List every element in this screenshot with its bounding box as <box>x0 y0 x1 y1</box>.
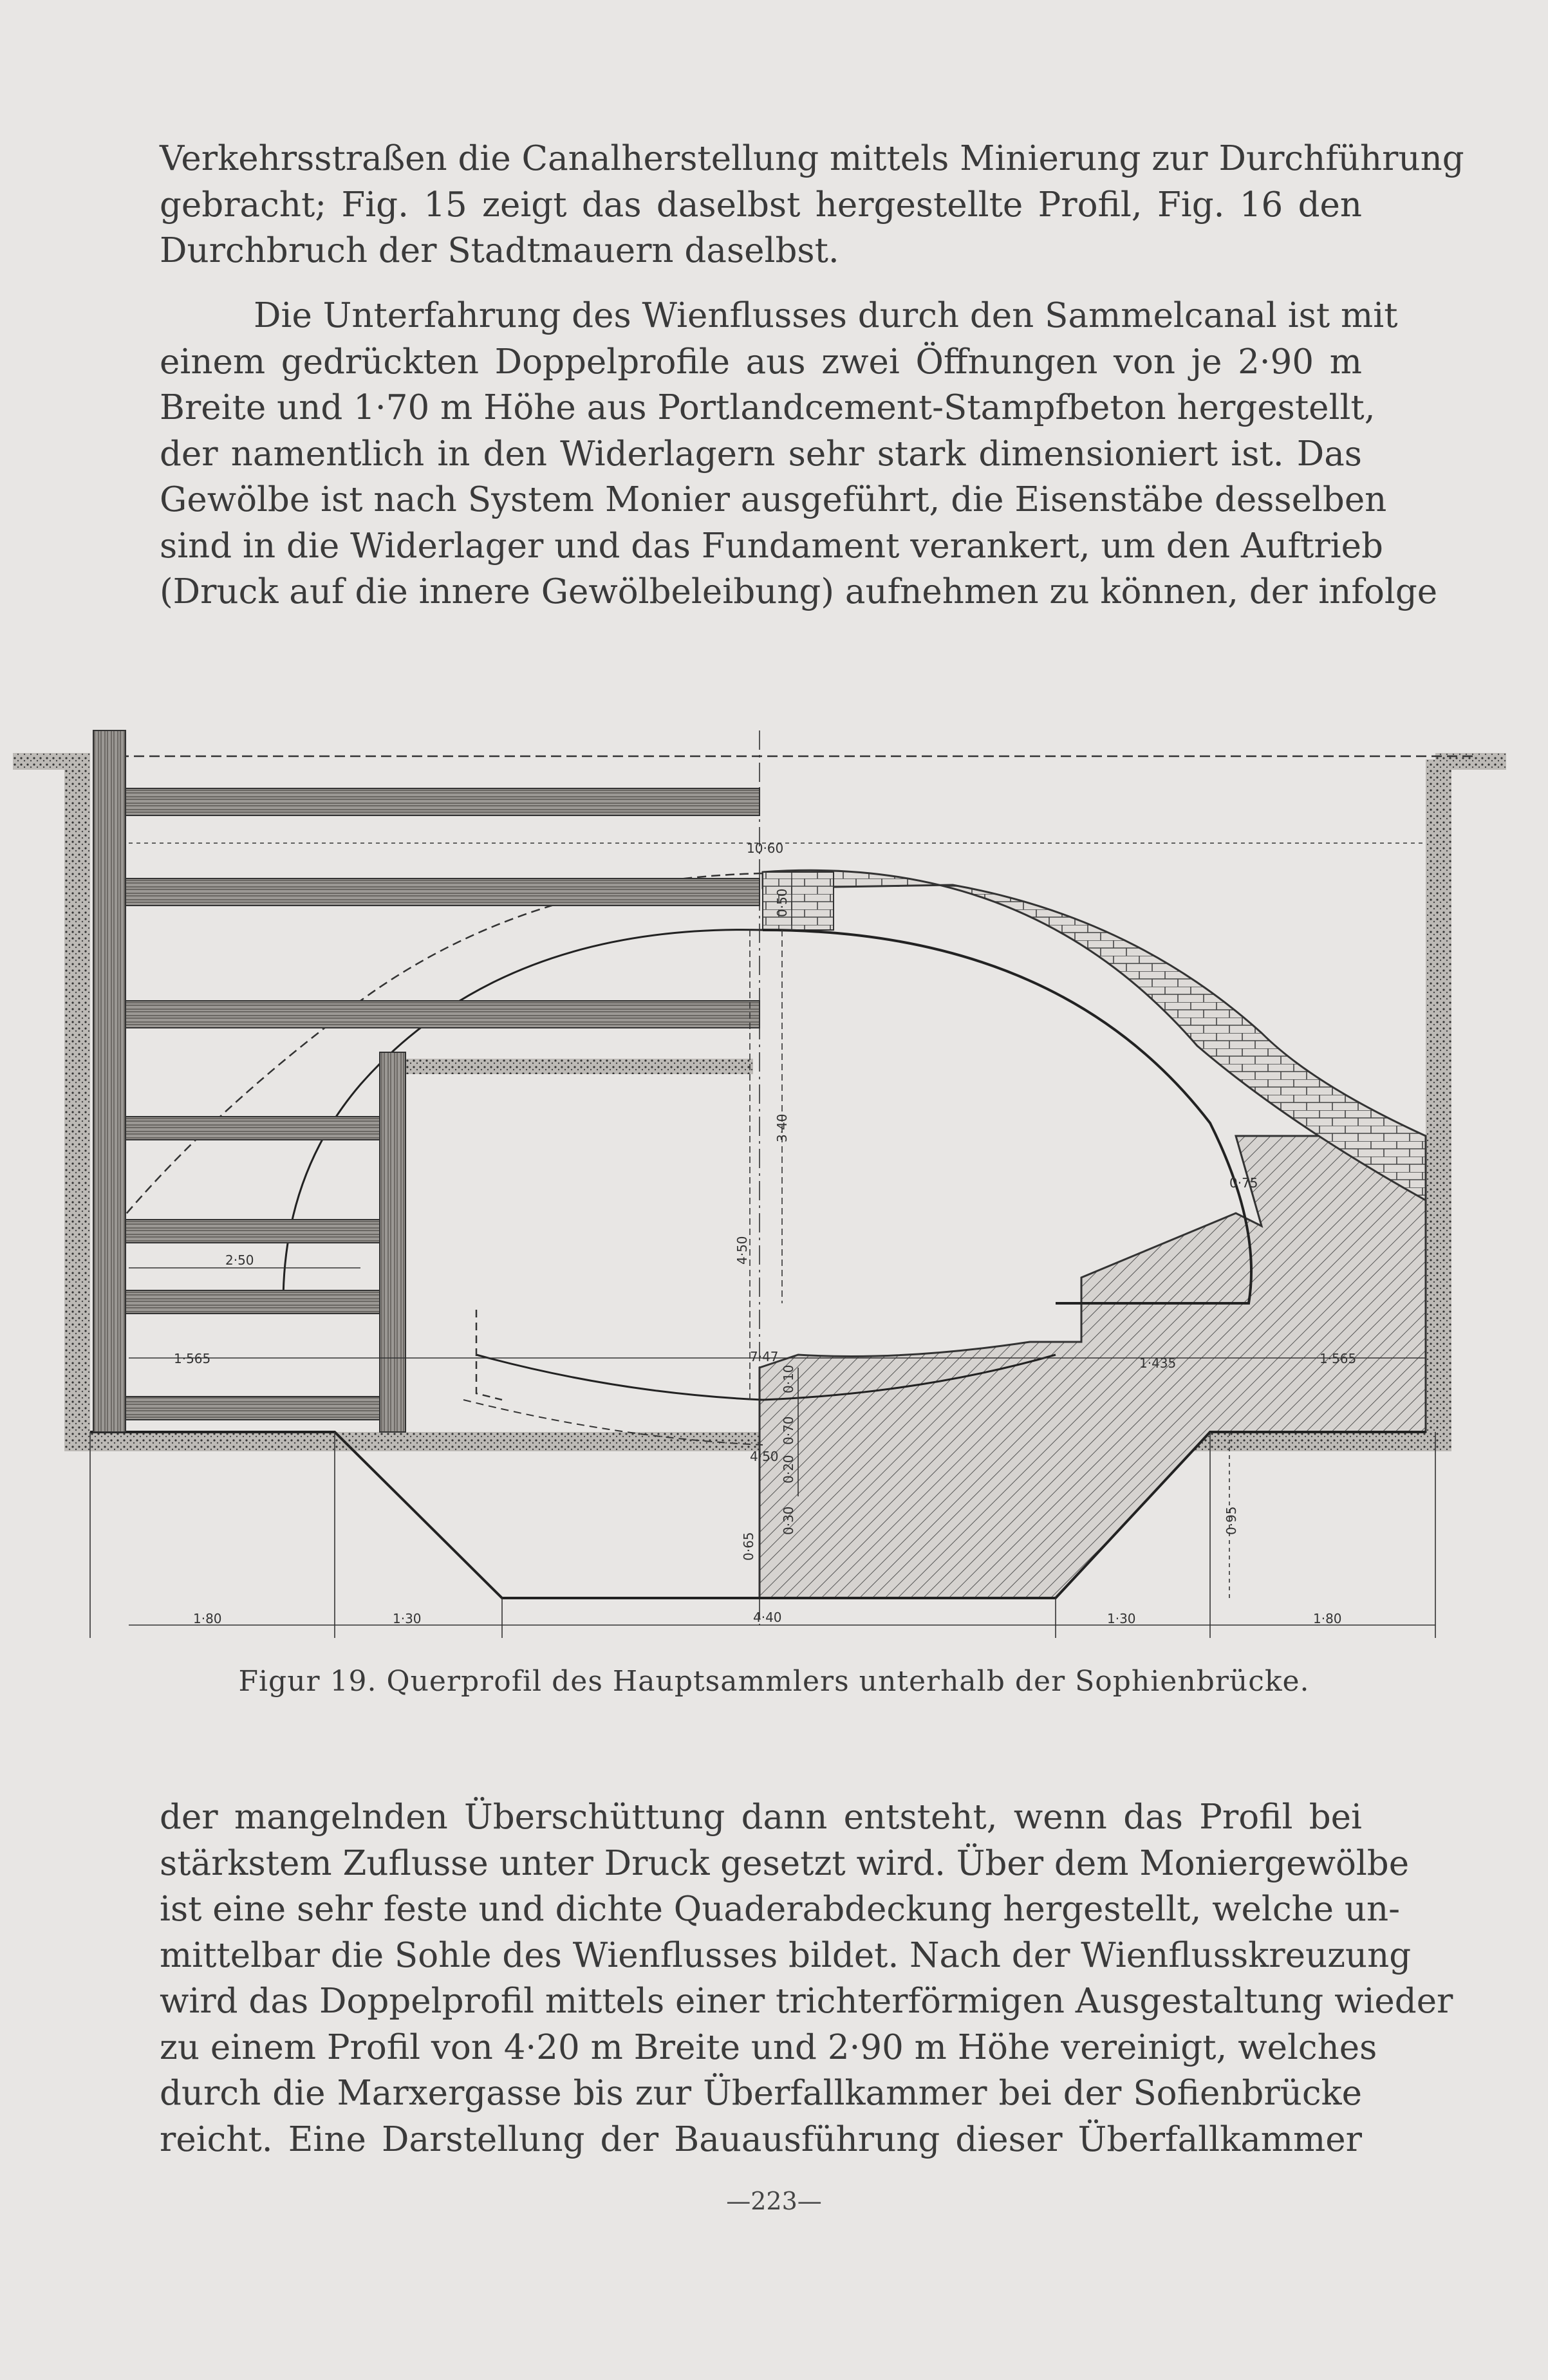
figure-caption: Figur 19. Querprofil des Hauptsammlers unterhalb der Sophienbrücke. <box>238 1665 1310 1698</box>
shoring-struts <box>126 788 760 1420</box>
dim-depth: 0·65 <box>741 1532 756 1561</box>
dim-inner-bottom: 0·30 <box>781 1506 796 1535</box>
text-line: der namentlich in den Widerlagern sehr stark dimensioniert ist. Das <box>160 434 1362 474</box>
text-line: der mangelnden Überschüttung dann entsteht, wenn das Profil bei <box>160 1798 1362 1837</box>
paragraph-main <box>160 293 1438 615</box>
text-line: Durchbruch der Stadtmauern daselbst. <box>160 231 839 270</box>
concrete-foundation <box>760 1136 1426 1598</box>
paragraph-bottom <box>160 1794 1453 2162</box>
dim-base-left-inner: 1·30 <box>393 1611 422 1626</box>
dim-base-left-outer: 1·80 <box>193 1611 222 1626</box>
paragraph-top <box>160 136 1464 274</box>
dim-base-width: 4·40 <box>753 1610 782 1625</box>
text-line: Die Unterfahrung des Wienflusses durch den Sammelcanal ist mit <box>254 296 1398 335</box>
text-line: ist eine sehr feste und dichte Quaderabdeckung hergestellt, welche un- <box>160 1890 1401 1929</box>
text-line: zu einem Profil von 4·20 m Breite und 2·90 m Höhe vereinigt, welches <box>160 2027 1377 2067</box>
dim-abutment: 0·75 <box>1229 1175 1258 1191</box>
text-line: stärkstem Zuflusse unter Druck gesetzt wird. Über dem Moniergewölbe <box>160 1843 1410 1883</box>
dim-joint-a: 0·10 <box>781 1364 796 1393</box>
dim-inner-width: 4·50 <box>750 1449 779 1464</box>
dim-joint-c: 0·20 <box>781 1455 796 1483</box>
keystone-block <box>763 872 834 930</box>
text-line: mittelbar die Sohle des Wienflusses bildet. Nach der Wienflusskreuzung <box>160 1935 1412 1975</box>
cross-section-figure <box>0 724 1548 1644</box>
text-line: Gewölbe ist nach System Monier ausgeführt, die Eisenstäbe desselben <box>160 480 1387 519</box>
dashed-arch <box>116 873 763 1226</box>
dim-rise: 3·40 <box>774 1113 790 1142</box>
text-line: Breite und 1·70 m Höhe aus Portlandcement-Stampfbeton hergestellt, <box>160 388 1375 427</box>
dim-right-step: 0·95 <box>1224 1506 1239 1535</box>
shoring-posts <box>93 730 406 1432</box>
dim-offset-left: 1·565 <box>174 1351 211 1366</box>
text-line: (Druck auf die innere Gewölbeleibung) aufnehmen zu können, der infolge <box>160 572 1438 611</box>
dim-top-width: 10·60 <box>747 841 784 856</box>
text-line: reicht. Eine Darstellung der Bauausführung dieser Überfallkammer <box>160 2119 1362 2159</box>
text-line: Verkehrsstraßen die Canalherstellung mittels Minierung zur Durchführung <box>160 139 1464 178</box>
dim-base-right-outer: 1·80 <box>1313 1611 1342 1626</box>
dim-base-right-inner: 1·30 <box>1107 1611 1136 1626</box>
dim-height-left: 4·50 <box>734 1236 750 1265</box>
dim-offset-right: 1·565 <box>1320 1351 1357 1366</box>
text-line: sind in die Widerlager und das Fundament verankert, um den Auftrieb <box>160 526 1383 566</box>
dim-span: 7·47 <box>750 1349 779 1364</box>
dim-joint-b: 0·70 <box>781 1416 796 1445</box>
dim-ledge: 1·435 <box>1139 1355 1177 1371</box>
text-line: gebracht; Fig. 15 zeigt das daselbst hergestellte Profil, Fig. 16 den <box>160 185 1362 225</box>
dim-crown: 0·50 <box>774 888 790 917</box>
text-line: durch die Marxergasse bis zur Überfallkammer bei der Sofienbrücke <box>160 2074 1362 2113</box>
text-line: einem gedrückten Doppelprofile aus zwei Öffnungen von je 2·90 m <box>160 342 1362 382</box>
page-number: —223— <box>726 2187 822 2215</box>
text-line: wird das Doppelprofil mittels einer trichterförmigen Ausgestaltung wieder <box>160 1982 1453 2021</box>
dim-left-step: 2·50 <box>225 1252 254 1268</box>
left-chamber <box>476 1310 502 1400</box>
